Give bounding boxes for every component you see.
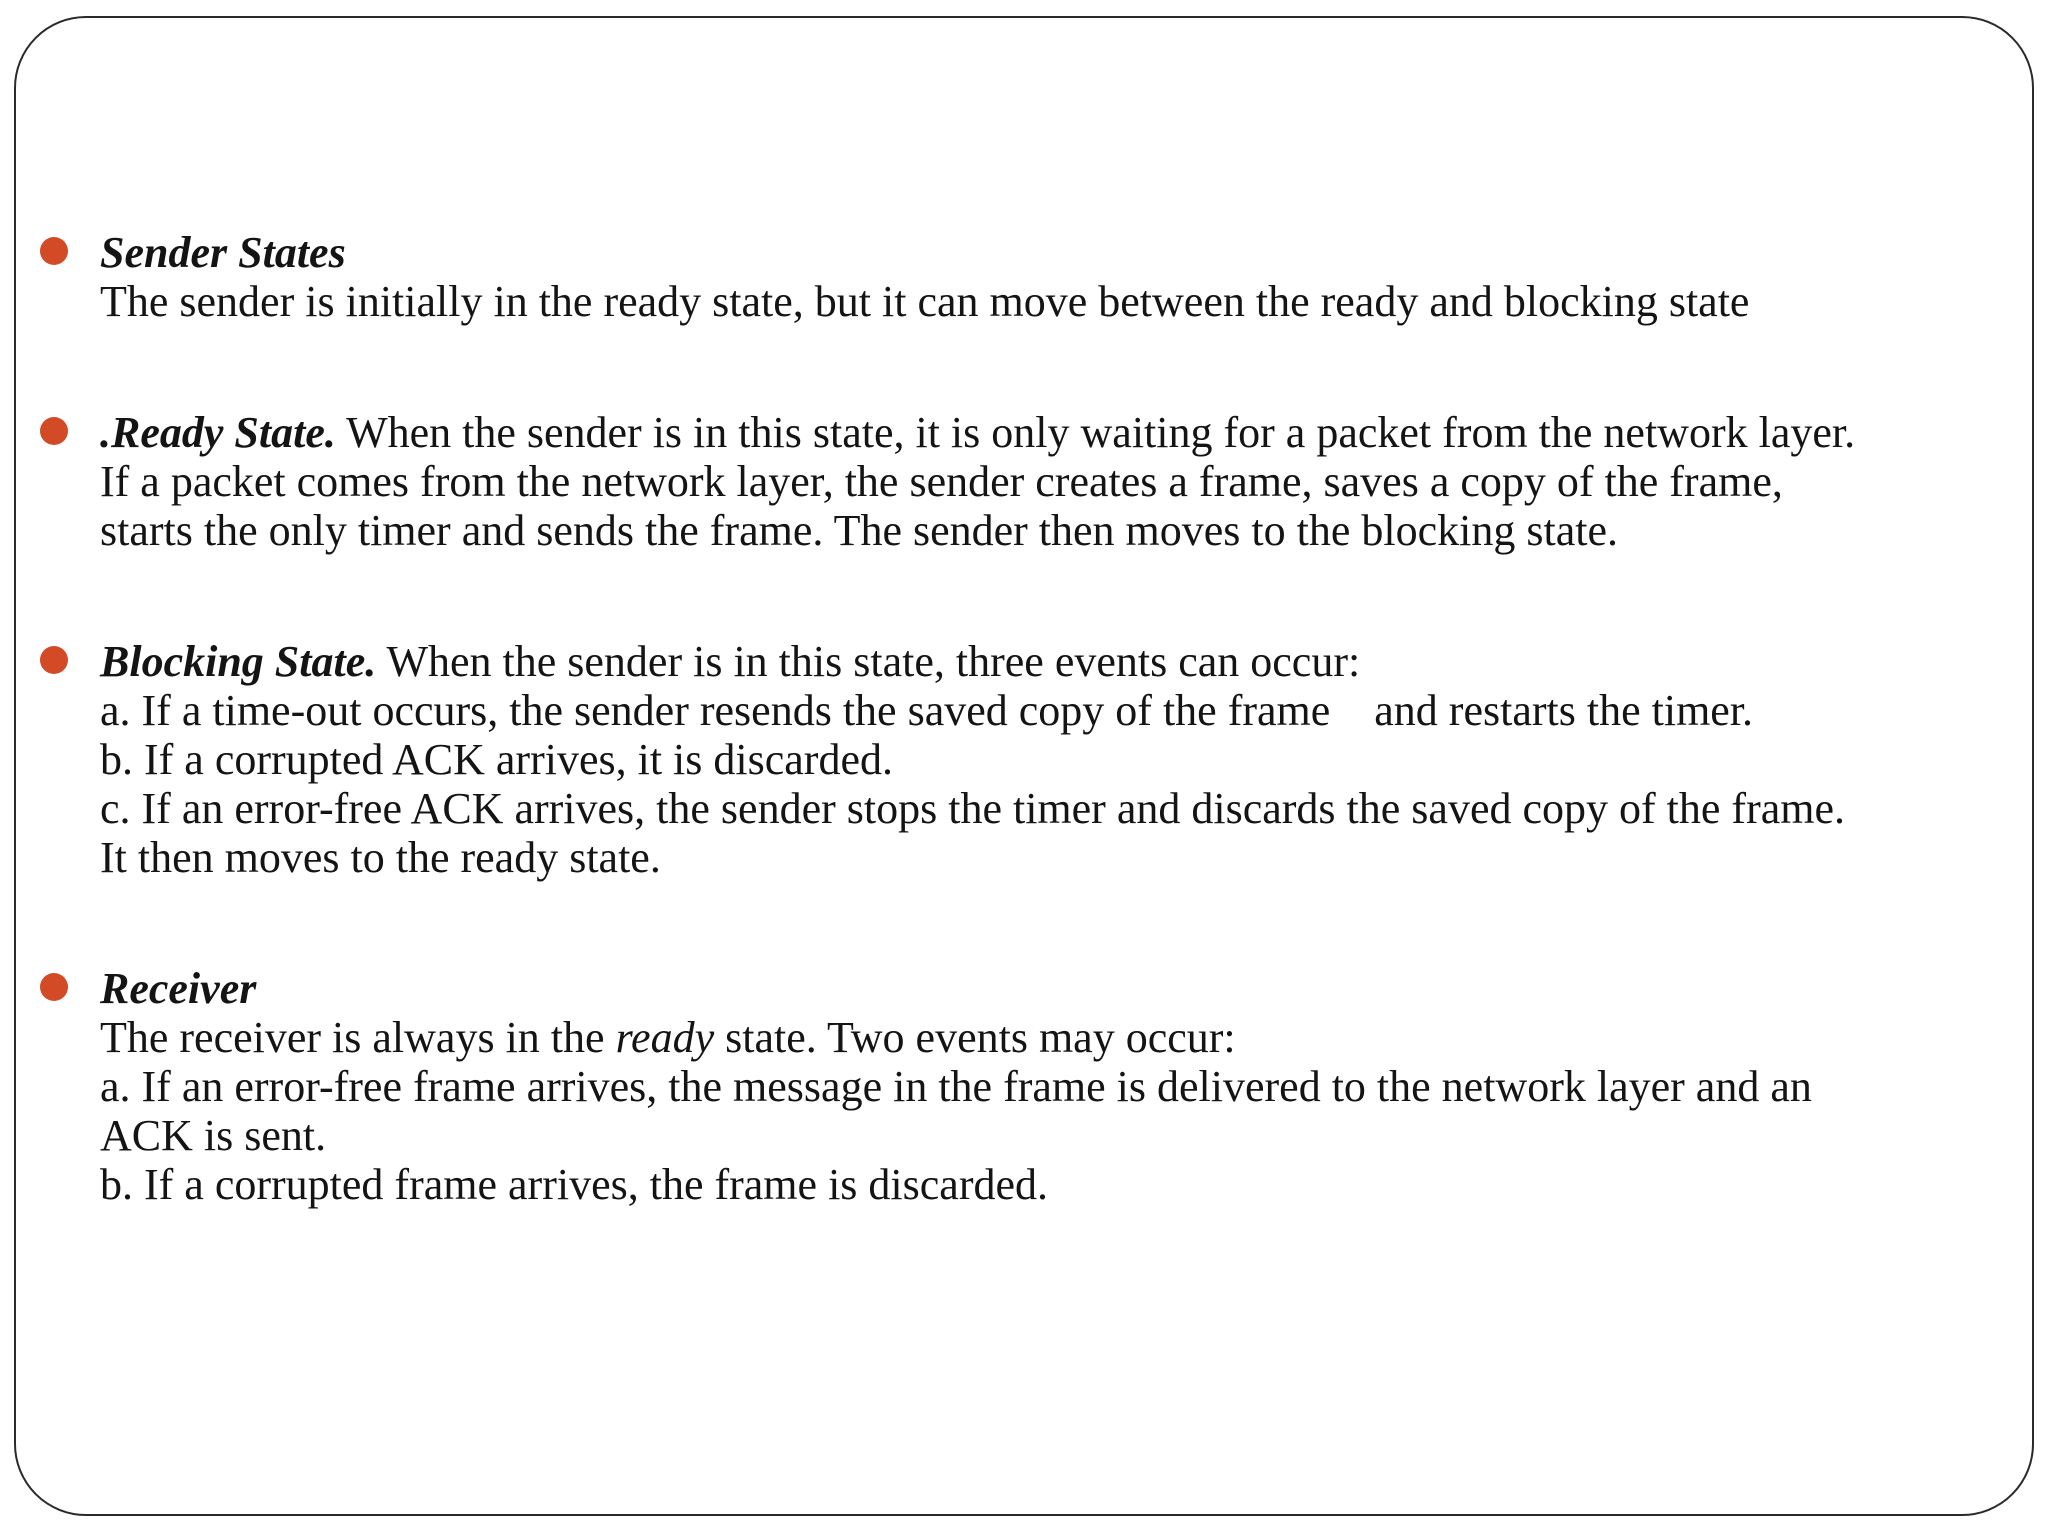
- bullet-first-line: [100, 1013, 2000, 1062]
- bullet-text-line: The sender is initially in the ready state, but it can move between the ready and blocking state: [100, 277, 1750, 326]
- bullet-blocking-state: [100, 637, 2000, 882]
- bullet-heading: .Ready State.: [100, 408, 336, 457]
- bullet-text-line: a. If an error-free frame arrives, the message in the frame is delivered to the network layer and an: [100, 1062, 1812, 1111]
- bullet-dot-icon: [40, 417, 68, 445]
- bullet-dot-icon: [40, 237, 68, 265]
- bullet-ready-state: [100, 408, 2000, 555]
- bullet-first-line: [100, 637, 2000, 686]
- bullet-first-line: [100, 408, 2000, 457]
- bullet-text: The receiver is always in the: [100, 1013, 616, 1062]
- bullet-text-line: It then moves to the ready state.: [100, 833, 661, 882]
- bullet-text: When the sender is in this state, it is only waiting for a packet from the network layer.: [335, 408, 1856, 457]
- bullet-text-line: starts the only timer and sends the frame. The sender then moves to the blocking state.: [100, 506, 1619, 555]
- slide-content: [100, 228, 2000, 1209]
- bullet-text-line: c. If an error-free ACK arrives, the sender stops the timer and discards the saved copy of the frame.: [100, 784, 1846, 833]
- bullet-text-line: ACK is sent.: [100, 1111, 327, 1160]
- bullet-text-line: a. If a time-out occurs, the sender resends the saved copy of the frame and restarts the timer.: [100, 686, 1754, 735]
- bullet-text-line: If a packet comes from the network layer, the sender creates a frame, saves a copy of the frame,: [100, 457, 1783, 506]
- bullet-text-line: b. If a corrupted frame arrives, the frame is discarded.: [100, 1160, 1048, 1209]
- bullet-emphasis: ready: [615, 1013, 715, 1062]
- bullet-sender-states: [100, 228, 2000, 326]
- bullet-dot-icon: [40, 973, 68, 1001]
- bullet-text: state. Two events may occur:: [714, 1013, 1236, 1062]
- bullet-heading: Sender States: [100, 228, 346, 277]
- bullet-heading: Receiver: [100, 964, 257, 1013]
- bullet-heading: Blocking State.: [100, 637, 377, 686]
- bullet-text: When the sender is in this state, three events can occur:: [376, 637, 1361, 686]
- bullet-dot-icon: [40, 646, 68, 674]
- bullet-text-line: b. If a corrupted ACK arrives, it is discarded.: [100, 735, 893, 784]
- bullet-receiver: [100, 964, 2000, 1209]
